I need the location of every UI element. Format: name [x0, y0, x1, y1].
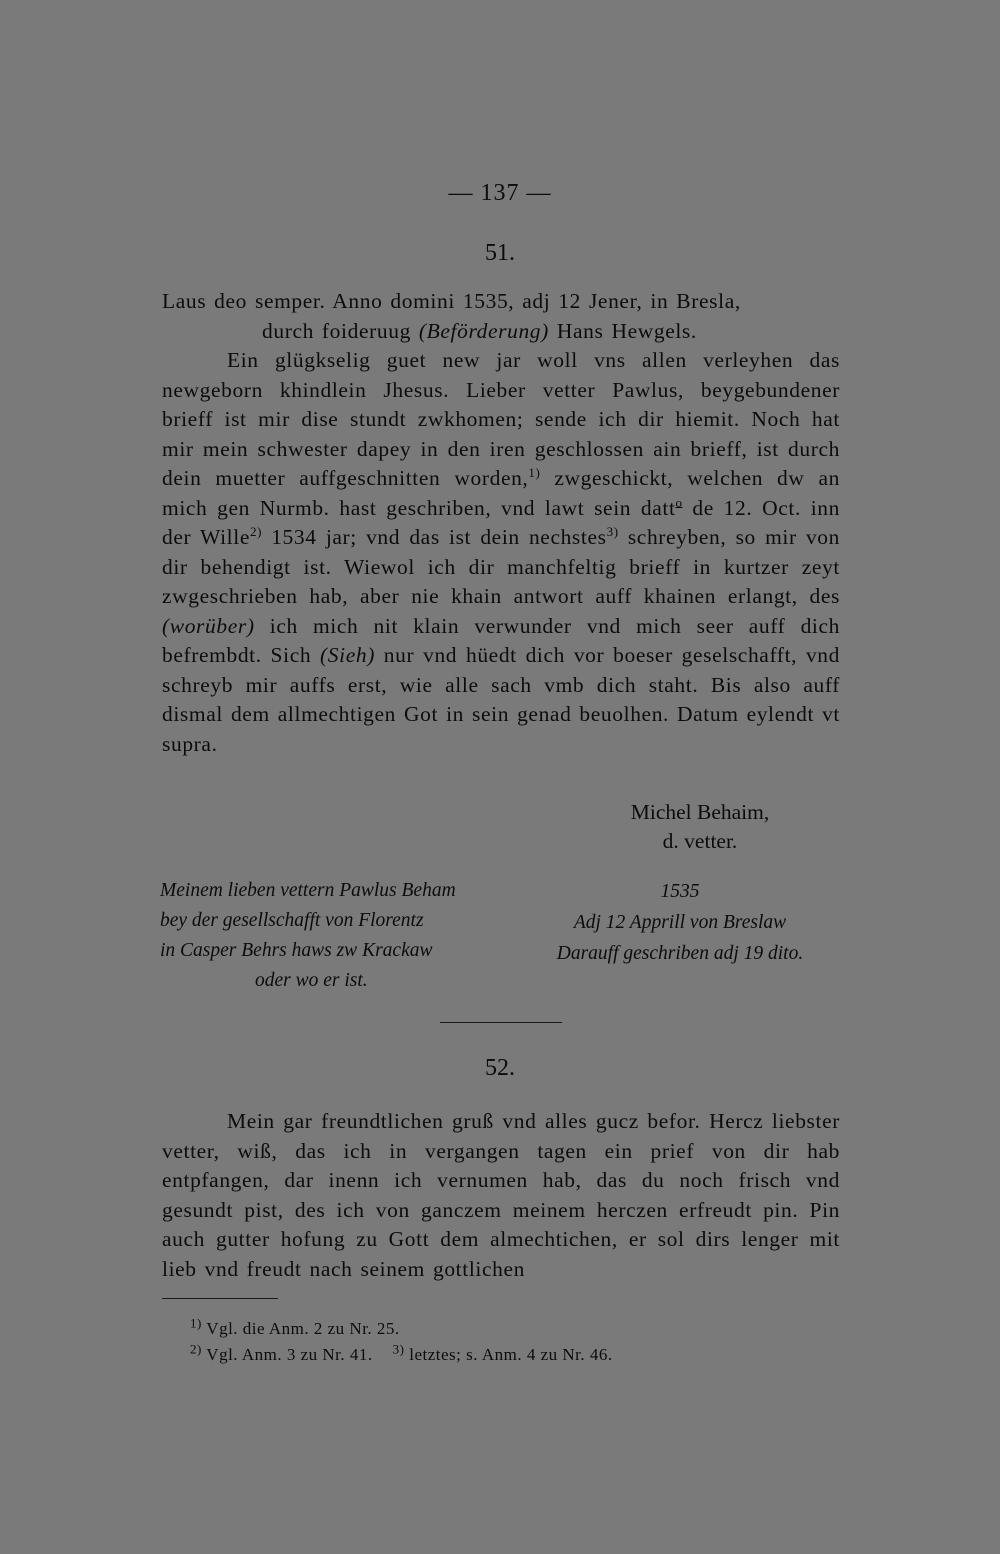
- footnote-divider: [162, 1298, 278, 1299]
- footnotes: [190, 1316, 830, 1368]
- page-number: — 137 —: [448, 180, 552, 206]
- receipt-year: 1535: [660, 881, 700, 902]
- heading-line-2: durch foideruug (Beförderung) Hans Hewgels.: [262, 318, 697, 343]
- letter-51-heading: [162, 287, 840, 346]
- footnote-ref-2: 2): [249, 523, 262, 539]
- address-line-3: in Casper Behrs haws zw Krackaw: [160, 940, 433, 961]
- letter-51-paragraph: Ein glügkselig guet new jar woll vns allen verleyhen das newgeborn khindlein Jhesus. Lieber vetter Pawlus, beygebundener brieff ist mir dise stundt zwkhomen; sende ich dir hiemit. Noch hat mir mein schwester dapey in den iren geschlossen ain brieff, ist durch dein muetter auffgeschnitten worden,$^{1)}$ zwgeschickt, welchen dw an mich gen Nurmb. hast geschriben, vnd lawt sein datt$^o$ de 12. Oct. inn der Wille$^{2)}$ 1534 jar; vnd das ist dein nechstes$^{3)}$ schreyben, so mir von dir behendigt ist. Wiewol ich dir manchfeltig brieff in kurtzer zeyt zwgeschrieben hab, aber nie khain antwort auff khainen erlangt, des (worüber) ich mich nit klain verwunder vnd mich seer auff dich befrembdt. Sich (Sieh) nur vnd hüedt dich vor boeser geselschafft, vnd schreyb mir auffs erst, wie alle sach vmb dich staht. Bis also auff dismal dem allmechtigen Got in sein genad beuolhen. Datum eylendt vt supra.: [162, 348, 841, 756]
- footnote-2-3: $^{2)}$ Vgl. Anm. 3 zu Nr. 41. $^{3)}$ letztes; s. Anm. 4 zu Nr. 46.: [190, 1341, 613, 1364]
- signature-name: Michel Behaim,: [630, 800, 770, 824]
- datto-abbreviation-mark: o: [675, 494, 683, 510]
- letter-number-51: 51.: [485, 240, 515, 266]
- address-block: [160, 876, 490, 996]
- receipt-line-1: Adj 12 Apprill von Breslaw: [573, 912, 787, 933]
- section-divider: [440, 1022, 562, 1023]
- receipt-line-2: Darauff geschriben adj 19 dito.: [556, 943, 804, 964]
- footnote-ref-1: 1): [528, 464, 541, 480]
- footnote-1: $^{1)}$ Vgl. die Anm. 2 zu Nr. 25.: [190, 1315, 400, 1338]
- signature-role: d. vetter.: [662, 829, 738, 853]
- signature-block: [600, 798, 800, 856]
- footnote-ref-3: 3): [606, 523, 619, 539]
- address-line-1: Meinem lieben vettern Pawlus Beham: [160, 880, 456, 901]
- letter-52-body: [162, 1107, 840, 1284]
- receipt-note: [520, 876, 840, 969]
- letter-52-paragraph: Mein gar freundtlichen gruß vnd alles gucz befor. Hercz liebster vetter, wiß, das ich in vergangen tagen ein prief von dir hab entpfangen, dar inenn ich vernumen hab, das du noch frisch vnd gesundt pist, des ich von ganczem meinem herczen erfreudt pin. Pin auch gutter hofung zu Gott dem almechtichen, er sol dirs lenger mit lieb vnd freudt nach seinem gottlichen: [162, 1109, 840, 1281]
- address-line-4: oder wo er ist.: [255, 970, 368, 991]
- address-line-2: bey der gesellschafft von Florentz: [160, 910, 424, 931]
- letter-51-body: [162, 287, 840, 759]
- letter-number-52: 52.: [485, 1055, 515, 1081]
- heading-line-1: Laus deo semper. Anno domini 1535, adj 12 Jener, in Bresla,: [162, 289, 741, 313]
